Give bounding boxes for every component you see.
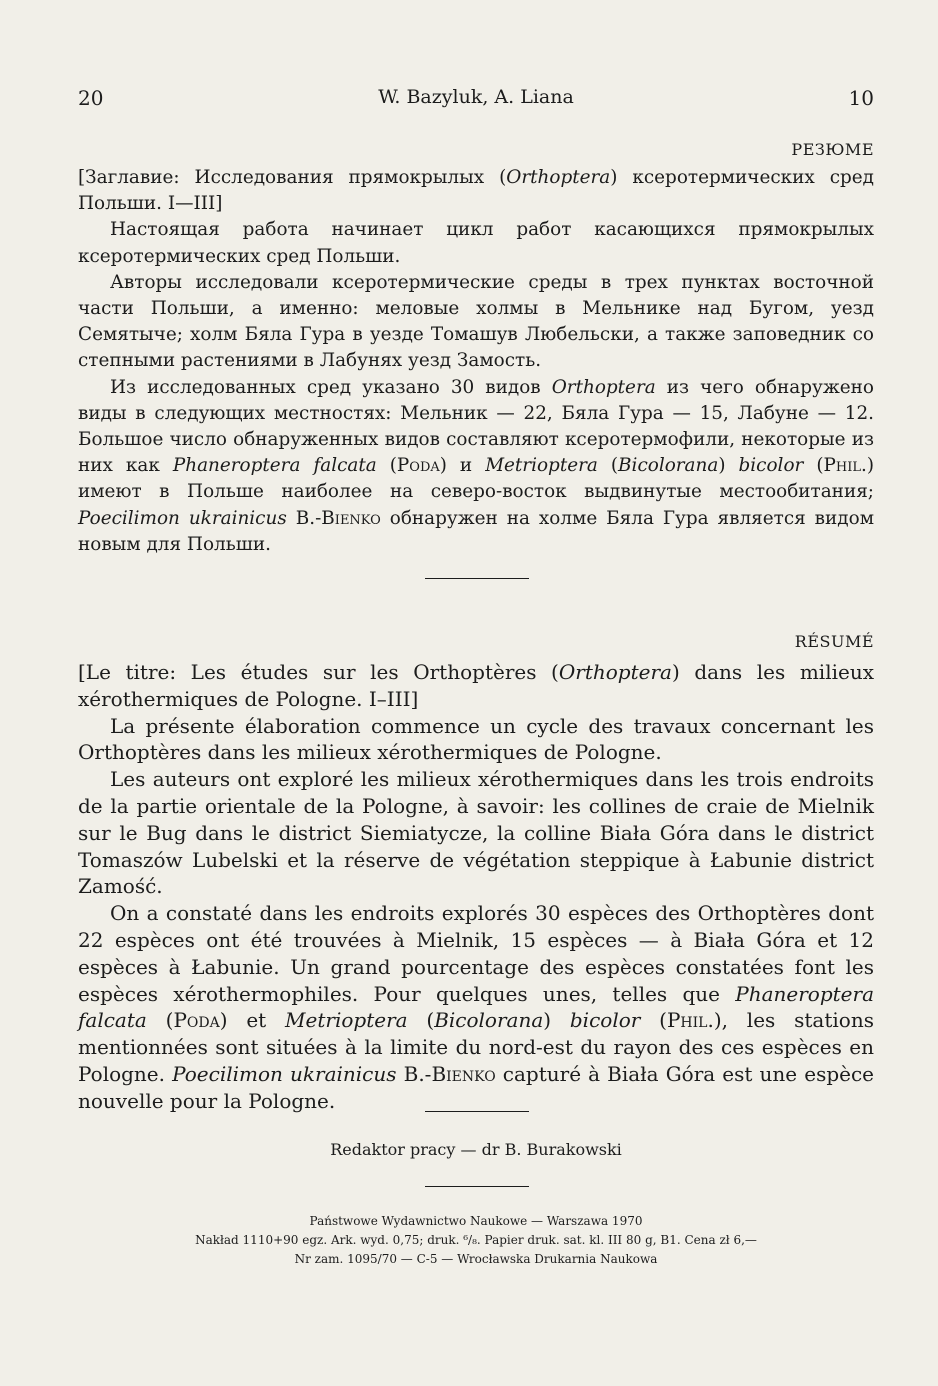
colophon: [78, 1212, 874, 1269]
russian-paragraph-4: Из исследованных сред указано 30 видов Orthoptera из чего обнаружено виды в следующих местностях: Мельник — 22, Бяла Гура — 15, Лабуне — 12. Большое число обнаруженных видов составляют ксеротермофили, некоторые из них как Phaneroptera falcata (Poda) и Metrioptera (Bicolorana) bicolor (Phil.) имеют в Польше наиболее на северо-восток выдвинутые местообитания; Poecilimon ukrainicus B.-Bienko обнаружен на холме Бяла Гура является видом новым для Польши.: [78, 376, 875, 555]
french-paragraph-2: La présente élaboration commence un cycle des travaux concernant les Orthoptères dans les milieux xérothermiques de Pologne.: [78, 713, 874, 765]
russian-paragraph-2: Настоящая работа начинает цикл работ касающихся прямокрылых ксеротермических сред Польши.: [78, 219, 874, 267]
colophon-line-1: Państwowe Wydawnictwo Naukowe — Warszawa 1970: [309, 1214, 643, 1228]
divider-rule-3: [425, 1186, 529, 1187]
french-title-paragraph: [Le titre: Les études sur les Orthoptères (Orthoptera) dans les milieux xérothermiques de Pologne. I–III]: [78, 660, 874, 711]
divider-rule-1: [425, 578, 529, 579]
divider-rule-2: [425, 1111, 529, 1112]
russian-title-paragraph: [Заглавие: Исследования прямокрылых (Orthoptera) ксеротермических сред Польши. I—III]: [78, 167, 875, 215]
page-number-left: 20: [78, 86, 104, 110]
editor-line: Redaktor pracy — dr B. Burakowski: [330, 1140, 622, 1159]
colophon-line-3: Nr zam. 1095/70 — C-5 — Wrocławska Drukarnia Naukowa: [294, 1252, 658, 1266]
french-paragraph-4: On a constaté dans les endroits explorés 30 espèces des Orthoptères dont 22 espèces ont été trouvées à Mielnik, 15 espèces — à Biała Góra et 12 espèces à Łabunie. Un grand pourcentage des espèces constatées font les espèces xérothermophiles. Pour quelques unes, telles que Phaneroptera falcata (Poda) et Metrioptera (Bicolorana) bicolor (Phil.), les stations mentionnées sont situées à la limite du nord-est du rayon des ces espèces en Pologne. Poecilimon ukrainicus B.-Bienko capturé à Biała Góra est une espèce nouvelle pour la Pologne.: [78, 901, 875, 1113]
page-number-right: 10: [848, 86, 874, 110]
colophon-line-2: Nakład 1110+90 egz. Ark. wyd. 0,75; druk. ⁶/₈. Papier druk. sat. kl. III 80 g, B1. Cena zł 6,—: [195, 1233, 757, 1247]
page-header: [78, 86, 874, 116]
section-heading-french: RÉSUMÉ: [794, 632, 874, 651]
running-head: W. Bazyluk, A. Liana: [378, 86, 574, 108]
russian-summary: [78, 140, 874, 558]
french-summary: [78, 632, 874, 1115]
russian-paragraph-3: Авторы исследовали ксеротермические среды в трех пунктах восточной части Польши, а именно: меловые холмы в Мельнике над Бугом, уезд Семятыче; холм Бяла Гура в уезде Томашув Любельски, а также заповедник со степными растениями в Лабунях уезд Замость.: [78, 271, 874, 372]
french-paragraph-3: Les auteurs ont exploré les milieux xérothermiques dans les trois endroits de la partie orientale de la Pologne, à savoir: les collines de craie de Mielnik sur le Bug dans le district Siemiatycze, la colline Biała Góra dans le district Tomaszów Lubelski et la réserve de végétation steppique à Łabunie district Zamość.: [78, 767, 874, 899]
section-heading-russian: РЕЗЮМЕ: [791, 140, 874, 159]
